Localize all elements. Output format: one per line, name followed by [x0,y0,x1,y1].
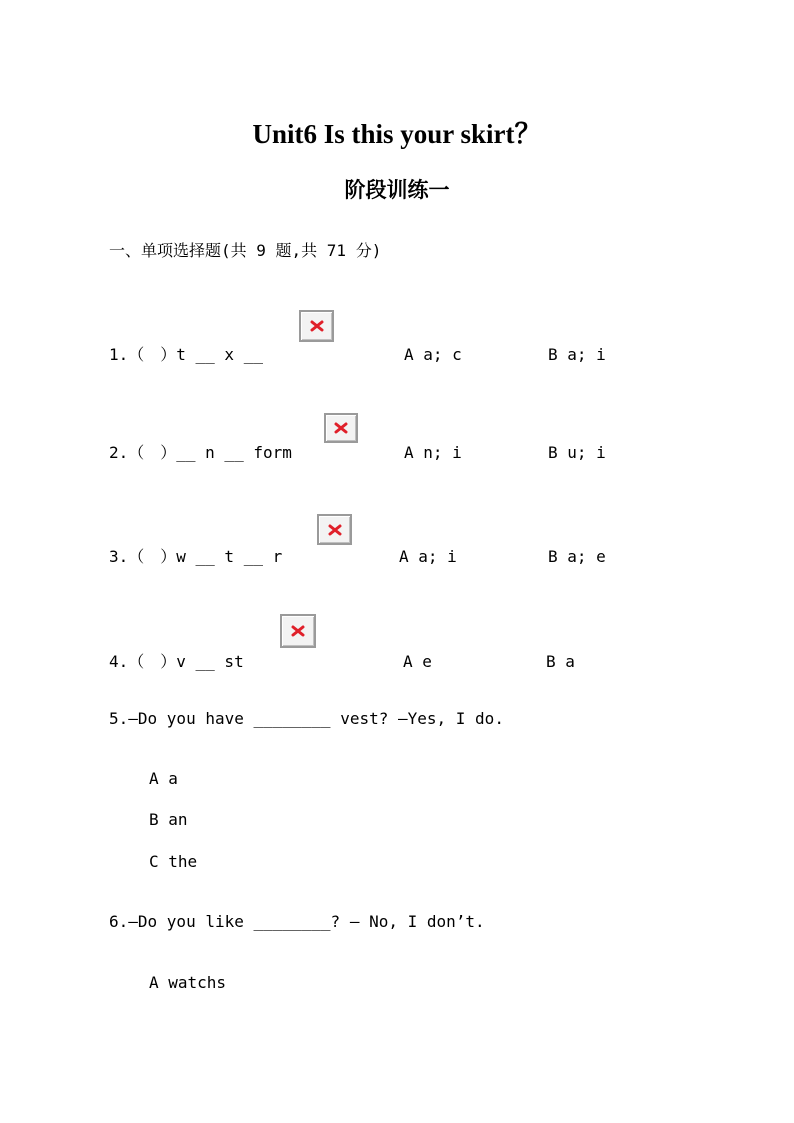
question-5-option-c: C the [149,852,198,871]
question-1-option-a: A a; c [404,345,462,364]
page-title: Unit6 Is this your skirt？ [252,119,542,149]
broken-image-icon [299,310,334,342]
question-1-option-b: B a; i [548,345,606,364]
question-4-option-b: B a [546,652,575,671]
question-3-option-b: B a; e [548,547,606,566]
question-4-option-a: A e [403,652,432,671]
question-5-option-a: A a [149,769,178,788]
question-6-stem: 6.—Do you like ________? — No, I don’t. [109,912,485,931]
question-3-option-a: A a; i [399,547,457,566]
question-2-stem: 2.（ ）__ n __ form [109,443,292,462]
broken-image-icon [324,413,358,443]
broken-image-icon [280,614,316,648]
question-5-option-b: B an [149,810,188,829]
question-4-stem: 4.（ ）v __ st [109,652,244,671]
section-heading: 一、单项选择题(共 9 题,共 71 分) [109,241,382,260]
question-3-stem: 3.（ ）w __ t __ r [109,547,283,566]
broken-image-icon [317,514,352,545]
question-2-option-b: B u; i [548,443,606,462]
page-subtitle: 阶段训练一 [344,177,450,202]
question-6-option-a: A watchs [149,973,227,992]
question-2-option-a: A n; i [404,443,462,462]
question-1-stem: 1.（ ）t __ x __ [109,345,263,364]
question-5-stem: 5.—Do you have ________ vest? —Yes, I do. [109,709,504,728]
